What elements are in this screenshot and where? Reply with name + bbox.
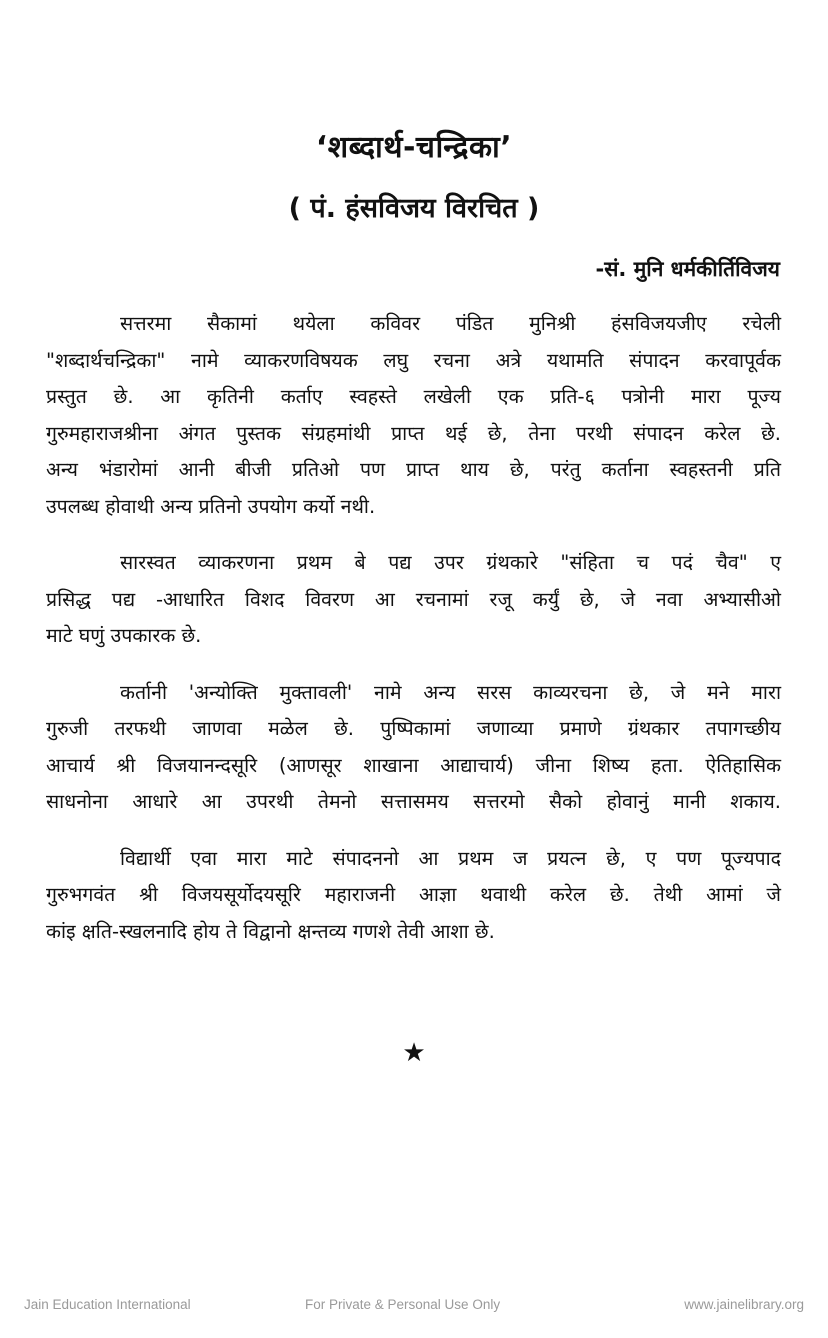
text-line: उपलब्ध होवाथी अन्य प्रतिनो उपयोग कर्यो नथी. xyxy=(46,494,376,518)
body-text xyxy=(46,306,781,970)
text-line: अन्य भंडारोमां आनी बीजी प्रतिओ पण प्राप्त थाय छे, परंतु कर्ताना स्वहस्तनी प्रति xyxy=(46,458,781,481)
text-line: कर्तानी 'अन्योक्ति मुक्तावली' नामे अन्य सरस काव्यरचना छे, जे मने मारा xyxy=(120,680,781,704)
footer-publisher: Jain Education International xyxy=(24,1297,191,1312)
text-line: माटे घणुं उपकारक छे. xyxy=(46,624,202,647)
paragraph-3 xyxy=(46,675,781,821)
paragraph-2 xyxy=(46,545,781,655)
text-line: सारस्वत व्याकरणना प्रथम बे पद्य उपर ग्रंथकारे "संहिता च पदं चैव" ए xyxy=(120,551,781,574)
footer-website: www.jainelibrary.org xyxy=(684,1297,804,1312)
text-line: साधनोना आधारे आ उपरथी तेमनो सत्तासमय सत्तरमो सैको होवानुं मानी शकाय. xyxy=(46,790,781,813)
paragraph-4 xyxy=(46,841,781,951)
text-line: गुरुजी तरफथी जाणवा मळेल छे. पुष्पिकामां जणाव्या प्रमाणे ग्रंथकार तपागच्छीय xyxy=(46,717,781,740)
text-line: विद्यार्थी एवा मारा माटे संपादननो आ प्रथम ज प्रयत्न छे, ए पण पूज्यपाद xyxy=(120,846,781,870)
text-line: प्रसिद्ध पद्य -आधारित विशद विवरण आ रचनामां रजू कर्युं छे, जे नवा अभ्यासीओ xyxy=(46,587,781,611)
document-subtitle: ( पं. हंसविजय विरचित ) xyxy=(288,193,540,224)
text-line: प्रस्तुत छे. आ कृतिनी कर्ताए स्वहस्ते लखेली एक प्रति-६ पत्रोनी मारा पूज्य xyxy=(46,385,781,408)
text-line: कांइ क्षति-स्खलनादि होय ते विद्वानो क्षन्तव्य गणशे तेवी आशा छे. xyxy=(46,919,495,943)
star-icon: ★ xyxy=(402,1038,426,1068)
text-line: आचार्य श्री विजयानन्दसूरि (आणसूर शाखाना आद्याचार्य) जीना शिष्य हता. ऐतिहासिक xyxy=(46,753,781,777)
text-line: "शब्दार्थचन्द्रिका" नामे व्याकरणविषयक लघु रचना अत्रे यथामति संपादन करवापूर्वक xyxy=(46,348,781,372)
paragraph-1 xyxy=(46,306,781,525)
text-line: गुरुभगवंत श्री विजयसूर्योदयसूरि महाराजनी आज्ञा थवाथी करेल छे. तेथी आमां जे xyxy=(46,883,781,906)
document-title: ‘शब्दार्थ-चन्द्रिका’ xyxy=(315,130,513,165)
footer-usage-note: For Private & Personal Use Only xyxy=(305,1297,501,1312)
page-footer xyxy=(0,1297,828,1319)
text-line: गुरुमहाराजश्रीना अंगत पुस्तक संग्रहमांथी प्राप्त थई छे, तेना परथी संपादन करेल छे. xyxy=(46,421,781,445)
editor-credit: -सं. मुनि धर्मकीर्तिविजय xyxy=(595,257,780,281)
text-line: सत्तरमा सैकामां थयेला कविवर पंडित मुनिश्री हंसविजयजीए रचेली xyxy=(120,312,781,335)
